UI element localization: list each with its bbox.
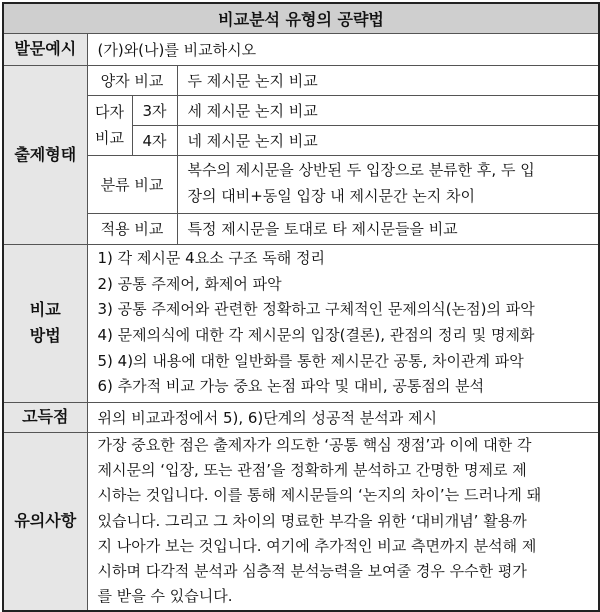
- type-multi-label-line2: 비교: [95, 129, 124, 147]
- method-step: 1) 각 제시문 4요소 구조 독해 정리: [97, 248, 325, 267]
- type-pair-row: [3, 65, 599, 95]
- type-classify-row: [3, 155, 599, 213]
- method-step: 6) 추가적 비교 가능 중요 논점 파악 및 대비, 공통점의 분석: [97, 377, 485, 396]
- type-three-row: [3, 95, 599, 125]
- table-title: 비교분석 유형의 공략법: [3, 3, 599, 33]
- notes-line: 지 나아가 보는 것입니다. 여기에 추가적인 비교 측면까지 분석해 제: [97, 536, 537, 555]
- example-header: 발문예시: [3, 33, 87, 65]
- example-text: (가)와(나)를 비교하시오: [87, 33, 599, 65]
- type-pair-text: 두 제시문 논지 비교: [177, 65, 599, 95]
- type-pair-label: 양자 비교: [87, 65, 177, 95]
- type-three-label: 3자: [132, 95, 177, 125]
- type-three-text: 세 제시문 논지 비교: [177, 95, 599, 125]
- notes-line: 제시문의 ‘입장, 또는 관점’을 정확하게 분석하고 간명한 명제로 제: [97, 461, 527, 479]
- type-multi-label: [87, 95, 132, 155]
- method-step: 3) 공통 주제어와 관련한 정확하고 구체적인 문제의식(논점)의 파악: [97, 300, 535, 319]
- notes-line: 시하는 것입니다. 이를 통해 제시문들의 ‘논지의 차이’는 드러나게 돼: [97, 486, 542, 505]
- type-classify-label: 분류 비교: [87, 155, 177, 213]
- method-row: [3, 244, 599, 402]
- title-row: [3, 3, 599, 33]
- type-four-text: 네 제시문 논지 비교: [177, 125, 599, 155]
- example-row: [3, 33, 599, 65]
- type-classify-line: 복수의 제시문을 상반된 두 입장으로 분류한 후, 두 입: [187, 161, 535, 180]
- type-four-label: 4자: [132, 125, 177, 155]
- method-step: 2) 공통 주제어, 화제어 파악: [97, 274, 282, 293]
- notes-line: 를 받을 수 있습니다.: [97, 587, 233, 606]
- type-classify-line: 장의 대비+동일 입장 내 제시문간 논지 차이: [187, 187, 476, 205]
- method-header-line1: 비교: [29, 300, 61, 319]
- notes-text: [87, 432, 599, 611]
- method-header-line2: 방법: [29, 326, 61, 345]
- strategy-table: [2, 2, 600, 612]
- notes-line: 가장 중요한 점은 출제자가 의도한 ‘공통 핵심 쟁점’과 이에 대한 각: [97, 435, 532, 454]
- high-score-text: 위의 비교과정에서 5), 6)단계의 성공적 분석과 제시: [87, 402, 599, 432]
- type-apply-label: 적용 비교: [87, 213, 177, 244]
- method-step: 4) 문제의식에 대한 각 제시문의 입장(결론), 관점의 정리 및 명제화: [97, 326, 535, 344]
- method-header: [3, 244, 87, 402]
- type-multi-label-line1: 다자: [95, 103, 124, 121]
- notes-line: 있습니다. 그리고 그 차이의 명료한 부각을 위한 ‘대비개념’ 활용까: [97, 511, 527, 530]
- type-classify-text: [177, 155, 599, 213]
- method-steps: [87, 244, 599, 402]
- notes-row: [3, 432, 599, 611]
- notes-line: 시하며 다각적 분석과 심층적 분석능력을 보여줄 경우 우수한 평가: [97, 562, 527, 581]
- types-header: 출제형태: [3, 65, 87, 244]
- high-score-header: 고득점: [3, 402, 87, 432]
- method-step: 5) 4)의 내용에 대한 일반화를 통한 제시문간 공통, 차이관계 파악: [97, 351, 524, 370]
- type-apply-text: 특정 제시문을 토대로 타 제시문들을 비교: [177, 213, 599, 244]
- high-score-row: [3, 402, 599, 432]
- type-apply-row: [3, 213, 599, 244]
- notes-header: 유의사항: [3, 432, 87, 611]
